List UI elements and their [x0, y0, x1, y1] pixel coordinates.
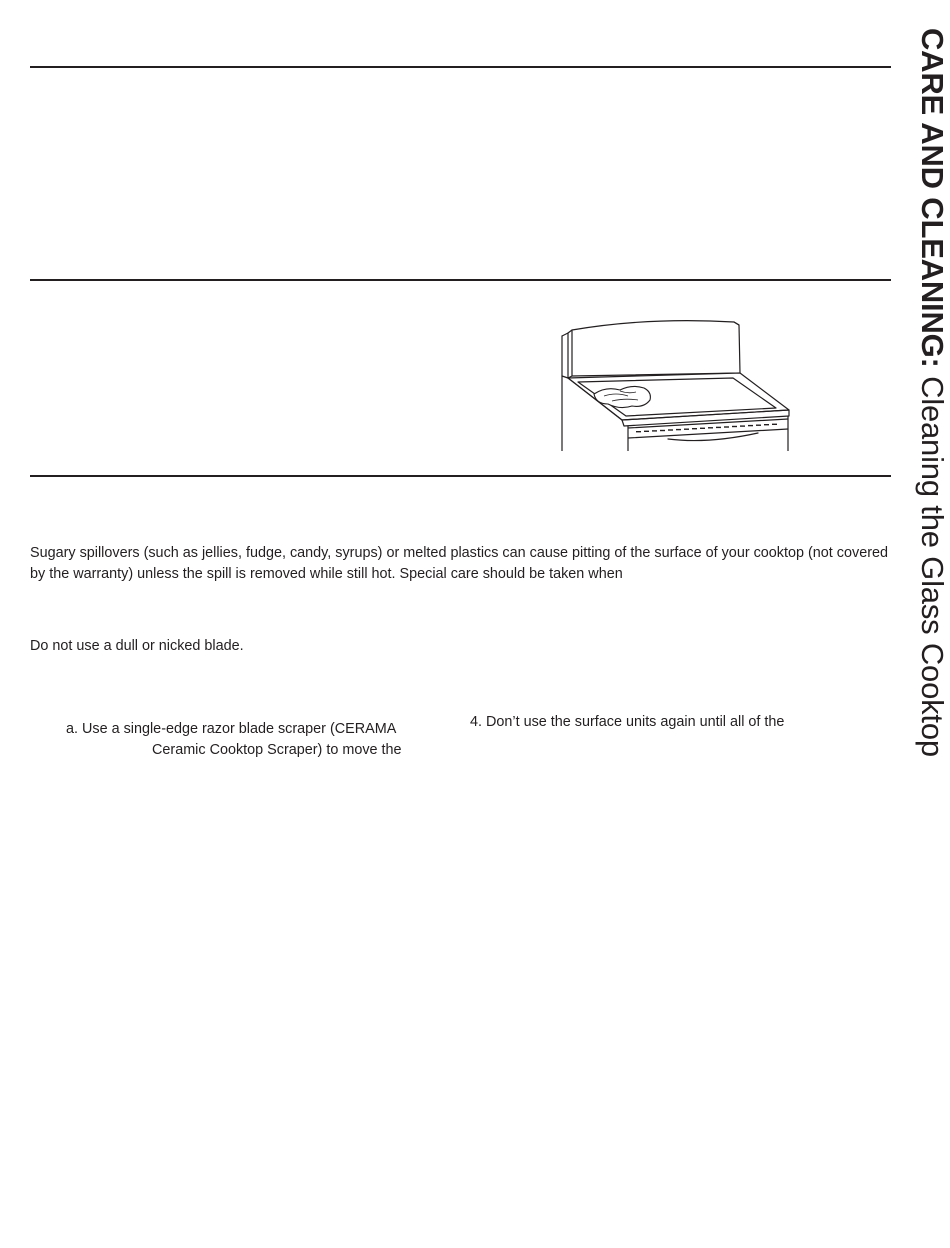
dull-blade-warning: Do not use a dull or nicked blade. [30, 638, 244, 654]
sugary-spillover-paragraph: Sugary spillovers (such as jellies, fudge, candy, syrups) or melted plastics can cause pitting of the surface of your cooktop (not covered by the warranty) unless the spill is removed while still hot. Special care should be taken when [30, 545, 888, 582]
side-section-title [910, 28, 950, 938]
section-divider-top [30, 66, 891, 68]
side-title-light: Cleaning the Glass Cooktop [915, 367, 950, 757]
step-a-line-2: Ceramic Cooktop Scraper) to move the [152, 742, 402, 758]
range-cooktop-illustration [558, 316, 794, 451]
step-a-line-1: a. Use a single-edge razor blade scraper (CERAMA [66, 721, 397, 737]
step-4-surface-units: 4. Don’t use the surface units again until all of the [470, 714, 785, 730]
side-title-bold: CARE AND CLEANING: [915, 28, 950, 368]
step-a-razor-scraper [66, 719, 456, 761]
section-divider-middle [30, 279, 891, 281]
section-divider-lower [30, 475, 891, 477]
